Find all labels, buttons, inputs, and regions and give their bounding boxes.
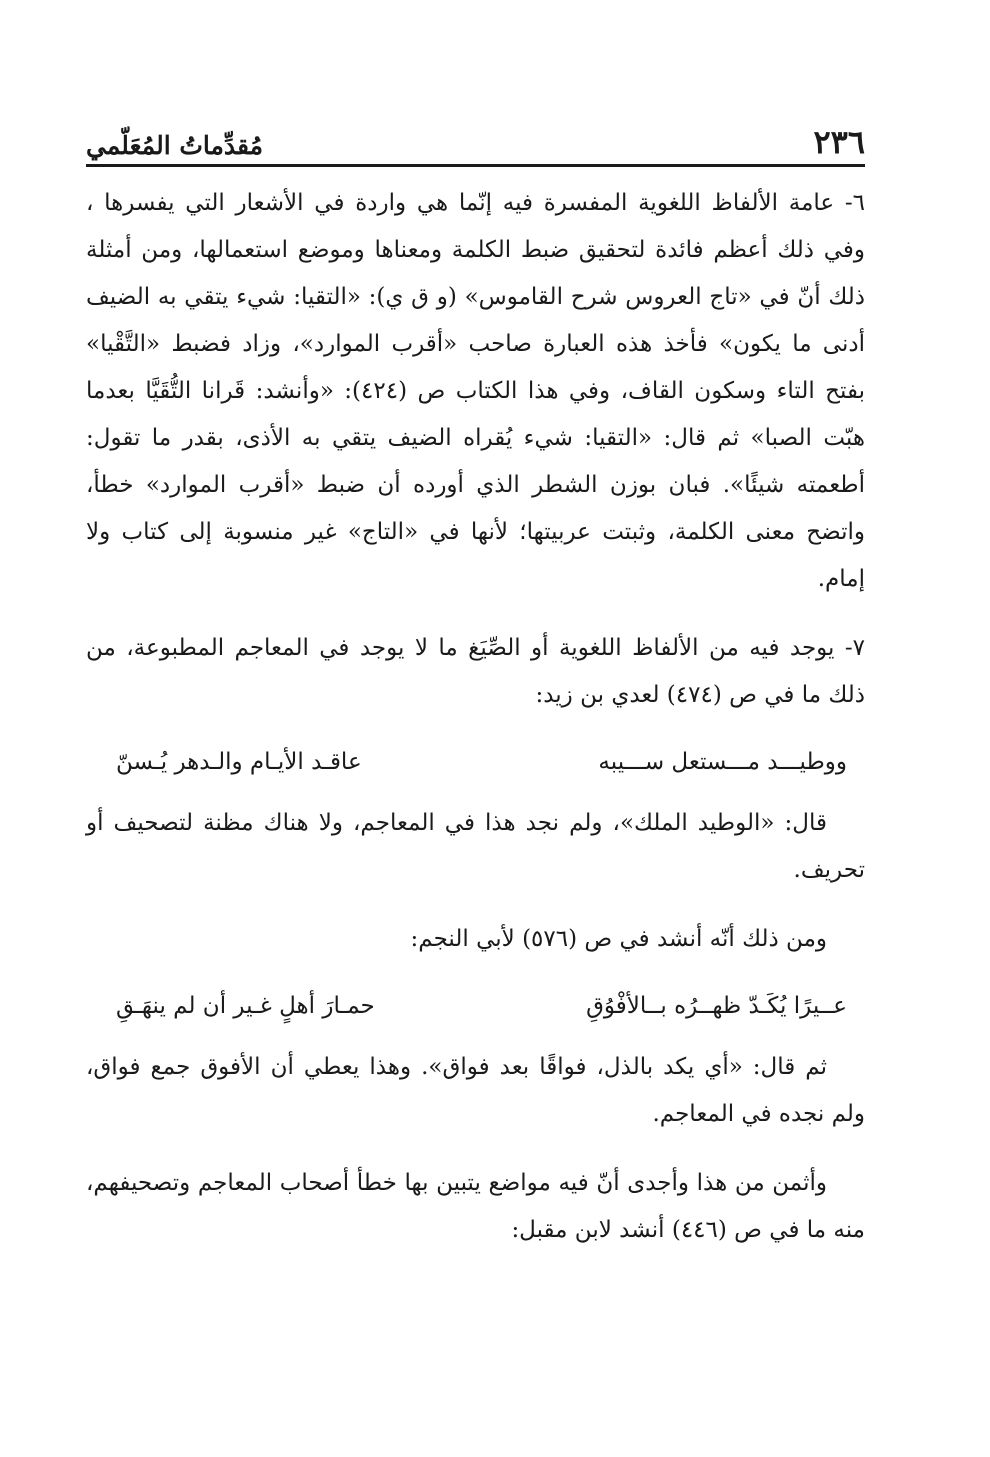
- page-header: [86, 112, 865, 167]
- book-title: مُقدِّماتُ المُعَلّمي: [86, 131, 264, 160]
- paragraph-abu-najm: ومن ذلك أنّه أنشد في ص (٥٧٦) لأبي النجم:: [410, 926, 827, 952]
- paragraph-afwuq: ثم قال: «أي يكد بالذل، فواقًا بعد فواق». وهذا يعطي أن الأفوق جمع فواق، ولم نجده في المعاجم.: [86, 1054, 865, 1127]
- verse-first-hemistich: ووطيـــد مـــستعل ســـيبه: [598, 749, 847, 775]
- verse-first-hemistich: عــيرًا يُكَـدّ ظهــرُه بــالأفْوُقِ: [586, 993, 847, 1019]
- verse-second-hemistich: حمـارَ أهلٍ غـير أن لم ينهَـقِ: [116, 993, 375, 1019]
- paragraph-7: ٧- يوجد فيه من الألفاظ اللغوية أو الصِّيَغ ما لا يوجد في المعاجم المطبوعة، من ذلك ما في ص (٤٧٤) لعدي بن زيد:: [86, 635, 865, 708]
- paragraph-6: ٦- عامة الألفاظ اللغوية المفسرة فيه إنّما هي واردة في الأشعار التي يفسرها ، وفي ذلك أعظم فائدة لتحقيق ضبط الكلمة ومعناها وموضع استعمالها، ومن أمثلة ذلك أنّ في «تاج العروس شرح القاموس» (و ق ي): «التقيا: شيء يتقي به الضيف أدنى ما يكون» فأخذ هذه العبارة صاحب «أقرب الموارد»، وزاد فضبط «التَّقْيا» بفتح التاء وسكون القاف، وفي هذا الكتاب ص (٤٢٤): «وأنشد: قَرانا التُّقَيَّا بعدما هبّت الصبا» ثم قال: «التقيا: شيء يُقراه الضيف يتقي به الأذى، بقدر ما تقول: أطعمته شيئًا». فبان بوزن الشطر الذي أورده أن ضبط «أقرب الموارد» خطأ، واتضح معنى الكلمة، وثبتت عربيتها؛ لأنها في «التاج» غير منسوبة إلى كتاب ولا إمام.: [86, 190, 865, 592]
- verse-adi-bin-zaid: [86, 739, 865, 786]
- paragraph-ibn-muqbil: وأثمن من هذا وأجدى أنّ فيه مواضع يتبين بها خطأ أصحاب المعاجم وتصحيفهم، منه ما في ص (٤٤٦) أنشد لابن مقبل:: [86, 1170, 865, 1243]
- page-number: ٢٣٦: [813, 123, 865, 161]
- verse-abu-najm: [86, 983, 865, 1030]
- paragraph-watid: قال: «الوطيد الملك»، ولم نجد هذا في المعاجم، ولا هناك مظنة لتصحيف أو تحريف.: [86, 810, 865, 883]
- page-body: [86, 180, 865, 1254]
- verse-second-hemistich: عاقـد الأيـام والـدهر يُـسنّ: [116, 749, 362, 775]
